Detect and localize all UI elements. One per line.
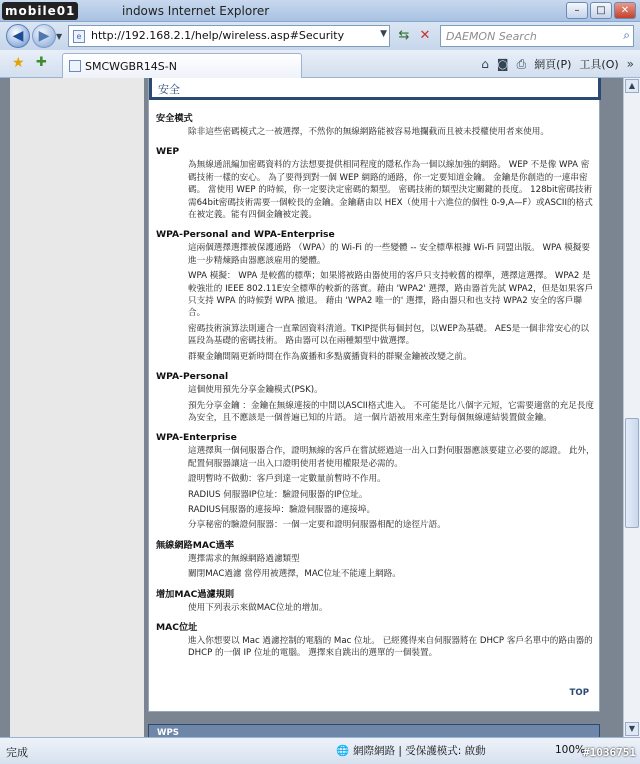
help-paragraph: RADIUS伺服器的連接埠：驗證伺服器的連接埠。 [188,504,376,515]
help-paragraph: 密碼技術演算法則適合一直鞏固資料清道。TKIP提供每個封包，以WEP為基礎。 AES是一個非常安心的以區段為基礎的密碼技術。 路由器可以在兩種類型中做選擇。 [188,323,589,347]
section-title: 安全 [158,83,180,96]
help-heading: 安全模式 [156,113,193,124]
refresh-icon[interactable]: ⇆ [398,28,410,43]
address-input[interactable] [68,25,390,47]
favorites-star-icon[interactable]: ★ [12,55,25,71]
tab-current[interactable] [62,53,302,78]
left-panel [10,78,144,737]
site-logo: mobile01 [2,2,78,20]
minimize-button[interactable]: – [566,2,588,19]
security-zone[interactable] [336,743,486,758]
help-heading: WPA-Enterprise [156,432,237,444]
tab-label: SMCWGBR14S-N [85,60,177,73]
help-heading: 增加MAC過濾規則 [156,588,235,600]
scrollbar[interactable] [623,78,640,737]
globe-icon: 🌐 [336,745,350,757]
help-paragraph: 進入你想要以 Mac 過濾控制的電腦的 Mac 位址。 已經獲得來自伺服器將在 DHCP 客戶名單中的路由器的 DHCP 的一個 IP 位址的電腦。 選擇來自跳出的選單的一個裝置。 [188,635,593,659]
top-link[interactable]: TOP [569,688,589,698]
help-paragraph: 證明暫時不做動：客戶到達一定數量前暫時不作用。 [188,474,386,485]
history-dropdown-icon[interactable]: ▼ [56,32,63,41]
help-paragraph: 群聚金鑰間隔更新時間在作為廣播和多點廣播資料的群聚金鑰被改變之前。 [188,351,472,362]
help-paragraph: 這個使用預先分享金鑰模式(PSK)。 [188,385,323,396]
address-text[interactable]: http://192.168.2.1/help/wireless.asp#Security [91,29,345,42]
help-heading: WEP [156,146,180,158]
address-bar-row [0,22,640,50]
window-title: indows Internet Explorer [122,4,270,18]
help-paragraph: WPA 模擬： WPA 是較舊的標準；如果將被路由器使用的客戶只支持較舊的標準，選擇這選擇。 WPA2 是較強壯的 IEEE 802.11E安全標準的較新的落實。藉由 'WPA2' 選擇，路由器首先試 WPA2，但是如果客戶只支持 WPA 的時候對 WPA 撤退。 藉由 'WPA2 唯一的' 選擇，路由器只和也支持 WPA2 安全的客戶聯合。 [188,271,594,319]
help-heading: MAC位址 [156,621,198,633]
help-paragraph: 這兩個選擇選擇被保護通路 （WPA）的 Wi-Fi 的一些變體 -- 安全標準根據 Wi-Fi 同盟出版。 WPA 模擬要進一步精煉路由器應該雇用的變體。 [188,243,590,266]
help-paragraph: 為無線通訊編加密碼資料的方法想要提供相同程度的隱私作為一個以線加強的網路。 WEP 不是像 WPA 密碼技術一樣的安心。 為了要得到對一個 WEP 網路的通路，你一定要知道金鑰。 金鑰是你創造的一連串密碼。 當使用 WEP 的時候，你一定要決定密碼的類型。 密碼技術的類型決定關鍵的長度。 128bit密碼技術需64bit密碼技術需要一個較長的金鑰。金鑰藉由以 HEX（使用十六進位的個性 0-9,A—F）或ASCII的格式在被定義。能有四個金鑰被定義。 [188,160,593,221]
tab-row [0,50,640,78]
search-placeholder[interactable]: DAEMON Search [446,30,537,43]
help-heading: 無線網路MAC過率 [156,539,235,551]
section-header [149,78,601,100]
help-sheet [148,78,600,712]
close-button[interactable]: ✕ [614,2,636,19]
page-content [0,78,640,737]
stop-icon[interactable]: ✕ [419,28,431,43]
page-menu[interactable]: 網頁(P) [534,58,572,71]
search-icon[interactable]: ⌕ [623,28,630,42]
status-bar [0,737,640,764]
feeds-icon[interactable]: ◙ [496,57,509,71]
more-chevron-icon[interactable]: » [626,57,634,71]
watermark: #1036751 [583,746,636,759]
scroll-thumb[interactable] [625,418,639,528]
back-arrow-icon: ◀ [12,28,24,44]
help-heading: WPA-Personal and WPA-Enterprise [156,229,335,241]
back-button[interactable] [6,24,30,48]
help-paragraph: 除非這些密碼模式之一被選擇，不然你的無線網路能被容易地攔截而且被未授權使用者來使用。 [188,127,549,137]
zoom-level[interactable]: 100% [555,744,586,756]
help-paragraph: 選擇需求的無線網路過濾類型 [188,553,300,564]
home-icon[interactable]: ⌂ [481,57,489,71]
help-paragraph: 預先分享金鑰 ：金鑰在無線連接的中間以ASCII格式進入。 不可能是比八個字元短，它需要適當的充足長度為安全，且不應該是一個普遍已知的片語。 這一個片語被用來產生對每個無線連結裝置做金鑰。 [188,400,594,423]
search-input[interactable] [440,25,634,47]
status-text: 完成 [6,746,28,759]
scroll-up-icon[interactable]: ▲ [625,79,639,93]
tools-menu[interactable]: 工具(O) [579,58,619,71]
address-dropdown-icon[interactable]: ▼ [380,29,387,39]
next-section-header [148,724,600,737]
add-favorite-icon[interactable]: ✚ [36,55,47,70]
zone-text: 網際網路 | 受保護模式: 啟動 [353,745,486,757]
help-paragraph: RADIUS 伺服器IP位址：驗證伺服器的IP位址。 [188,489,368,500]
help-paragraph: 分享秘密的驗證伺服器：一個一定要和證明伺服器相配的途徑片語。 [188,520,446,531]
forward-arrow-icon: ▶ [38,28,50,44]
maximize-button[interactable]: □ [590,2,612,19]
title-bar [0,0,640,22]
tab-page-icon [69,60,81,72]
help-paragraph: 這選擇與一個伺服器合作，證明無線的客戶在嘗試經過這一出入口對伺服器應該要建立必要的認證。 此外，配置伺服器讓這一出入口證明使用者使用權限是必需的。 [188,446,595,469]
scroll-down-icon[interactable]: ▼ [625,722,639,736]
next-section-title: WPS [157,728,179,737]
forward-button[interactable] [32,24,56,48]
help-paragraph: 使用下列表示來做MAC位址的增加。 [188,602,328,613]
help-body [156,112,596,667]
page-icon: e [73,30,85,43]
help-paragraph: 關閉MAC過濾 當停用被選擇，MAC位址不能連上網路。 [188,569,401,580]
print-icon[interactable]: ⎙ [516,56,527,71]
help-heading: WPA-Personal [156,371,229,383]
